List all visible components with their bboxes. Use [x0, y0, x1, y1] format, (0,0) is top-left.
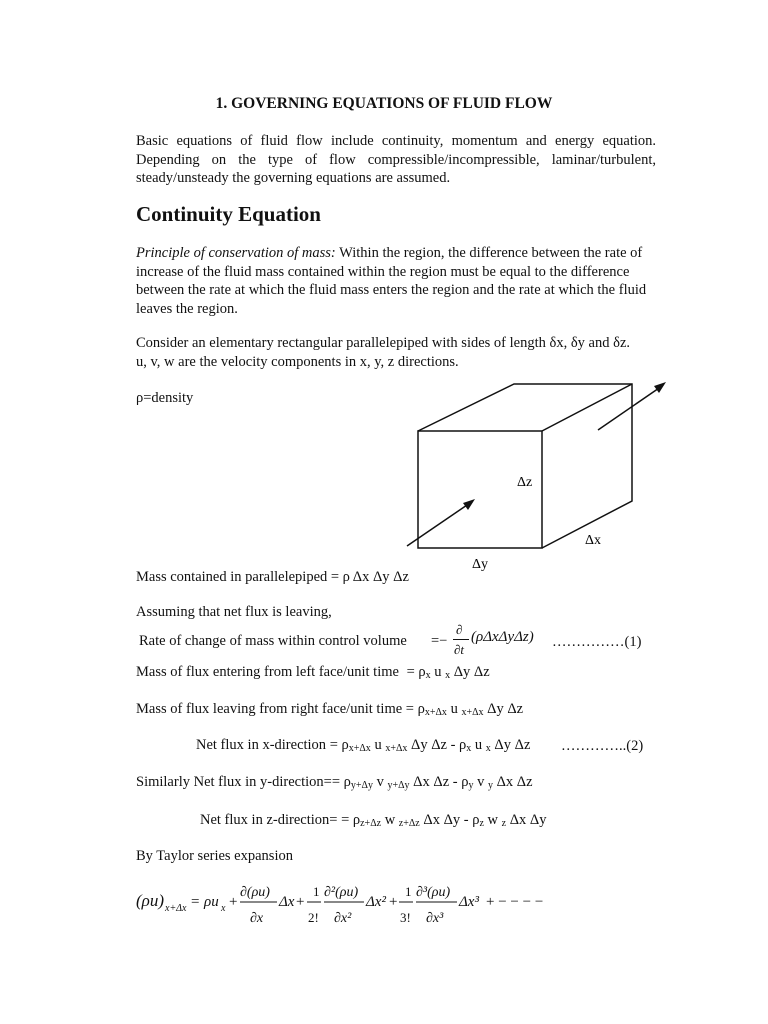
- cube-back-edges: [418, 384, 632, 548]
- nety-sub4: y: [487, 780, 493, 791]
- series-fact-2: 2!: [308, 910, 319, 925]
- series-n1: ∂(ρu): [240, 885, 270, 900]
- netx-sub1: x+Δx: [348, 743, 371, 754]
- taylor-text: By Taylor series expansion: [136, 848, 293, 864]
- outflow-arrow-shaft: [598, 386, 662, 430]
- series-one-3: 1: [405, 884, 412, 899]
- nety-sub1: y+Δy: [350, 780, 373, 791]
- leaving-rest: Δy Δz: [483, 701, 524, 717]
- series-t0: ρu: [204, 894, 219, 910]
- series-eq: =: [191, 894, 200, 910]
- eq-ref-2: …………..(2): [561, 738, 644, 754]
- rate-fraction-bar: [453, 639, 469, 640]
- series-plus-2: +: [296, 894, 305, 910]
- series-n3: ∂³(ρu): [416, 885, 451, 900]
- cube-top-right-edge: [542, 384, 632, 431]
- netx-eq: = ρ: [326, 737, 349, 753]
- entering-eq: = ρ: [406, 664, 426, 680]
- netz-w: w: [381, 812, 399, 828]
- netz-rest: Δx Δy: [506, 812, 547, 828]
- netx-label: Net flux in x-direction: [196, 737, 327, 753]
- nety-eq: = ρ: [331, 774, 351, 790]
- series-d3: ∂x³: [426, 911, 444, 926]
- rate-partial: ∂: [456, 622, 463, 637]
- netz-w2: w: [483, 812, 502, 828]
- section-heading: Continuity Equation: [136, 202, 321, 226]
- series-d2: ∂x²: [334, 911, 352, 926]
- entering-label: Mass of flux entering from left face/unit time: [136, 664, 399, 680]
- rate-label: Rate of change of mass within control volume: [139, 633, 407, 649]
- mass-contained: Mass contained in parallelepiped = ρ Δx Δy Δz: [136, 569, 409, 585]
- series-lhs: (ρu): [136, 891, 164, 910]
- series-d1: ∂x: [250, 911, 264, 926]
- leaving-label: Mass of flux leaving from right face/unit time =: [136, 701, 414, 717]
- inflow-arrow-shaft: [407, 503, 470, 546]
- nety-sub2: y+Δy: [387, 780, 410, 791]
- netx-u: u: [370, 737, 386, 753]
- nety-label: Similarly Net flux in y-direction=: [136, 774, 332, 790]
- leaving-u: u: [446, 701, 462, 717]
- series-dx3: Δx³: [459, 894, 479, 910]
- dz-label: Δz: [517, 475, 533, 490]
- intro-paragraph: Basic equations of fluid flow include continuity, momentum and energy equation. Depending on the type of flow compressible/incompressible, laminar/turbulent, steady/unsteady the governing equations are assumed.: [136, 133, 656, 186]
- outflow-arrowhead: [654, 382, 666, 393]
- nety-v2: v: [473, 774, 488, 790]
- netx-line: [196, 737, 530, 754]
- dy-label: Δy: [472, 557, 489, 572]
- dx-label: Δx: [585, 533, 602, 548]
- netz-eq: = ρ: [337, 812, 361, 828]
- nety-v: v: [372, 774, 388, 790]
- nety-rest: Δx Δz: [492, 774, 533, 790]
- netz-label: Net flux in z-direction=: [200, 812, 338, 828]
- inflow-arrowhead: [463, 499, 475, 510]
- series-dx1: Δx: [279, 894, 295, 910]
- consider-line-1: Consider an elementary rectangular parallelepiped with sides of length δx, δy and δz.: [136, 335, 630, 351]
- rate-paren: (ρΔxΔyΔz): [471, 629, 534, 645]
- series-one-2: 1: [313, 884, 320, 899]
- leaving-eq: ρ: [413, 701, 425, 717]
- netz-sub2: z+Δz: [398, 818, 420, 829]
- assuming-text: Assuming that net flux is leaving,: [136, 604, 332, 620]
- netx-mid: Δy Δz - ρ: [407, 737, 467, 753]
- netz-sub3: z: [479, 818, 484, 829]
- netx-sub3: x: [466, 743, 472, 754]
- nety-line: [136, 774, 533, 791]
- netx-sub2: x+Δx: [385, 743, 408, 754]
- leaving-line: [136, 701, 523, 718]
- netz-sub1: z+Δz: [360, 818, 382, 829]
- series-lhs-sub: x+Δx: [165, 903, 187, 914]
- entering-u: u: [430, 664, 446, 680]
- entering-rest: Δy Δz: [450, 664, 490, 680]
- taylor-series-formula: [0, 870, 768, 930]
- series-dx2: Δx²: [366, 894, 386, 910]
- series-plus-1: +: [229, 894, 238, 910]
- series-fact-3: 3!: [400, 910, 411, 925]
- entering-sub1: x: [425, 670, 431, 681]
- eq-ref-1: ……………(1): [552, 634, 642, 650]
- rate-eq-prefix: =−: [431, 633, 448, 649]
- entering-line: [136, 664, 490, 681]
- series-t0-sub: x: [221, 903, 226, 914]
- netx-sub4: x: [485, 743, 491, 754]
- entering-sub2: x: [445, 670, 451, 681]
- series-plus-3: +: [389, 894, 398, 910]
- leaving-sub1: x+Δx: [424, 707, 447, 718]
- nety-sub3: y: [468, 780, 474, 791]
- netx-u2: u: [471, 737, 486, 753]
- netz-sub4: z: [501, 818, 507, 829]
- principle-text: Within the region, the difference between the rate of increase of the fluid mass contained within the region must be equal to the difference between the rate at which the fluid mass enters the region and the rate at which the fluid leaves the region.: [136, 245, 647, 317]
- netz-line: [200, 812, 547, 829]
- page-title: 1. GOVERNING EQUATIONS OF FLUID FLOW: [215, 95, 553, 112]
- principle-label: Principle of conservation of mass:: [136, 245, 336, 261]
- rate-partial-t: ∂t: [454, 642, 465, 657]
- density-label: ρ=density: [136, 390, 194, 406]
- leaving-sub2: x+Δx: [461, 707, 484, 718]
- nety-mid: Δx Δz - ρ: [409, 774, 469, 790]
- series-tail: + − − − −: [486, 894, 544, 910]
- netz-mid: Δx Δy - ρ: [419, 812, 480, 828]
- series-n2: ∂²(ρu): [324, 885, 359, 900]
- consider-line-2: u, v, w are the velocity components in x, y, z directions.: [136, 353, 459, 370]
- netx-rest: Δy Δz: [490, 737, 531, 753]
